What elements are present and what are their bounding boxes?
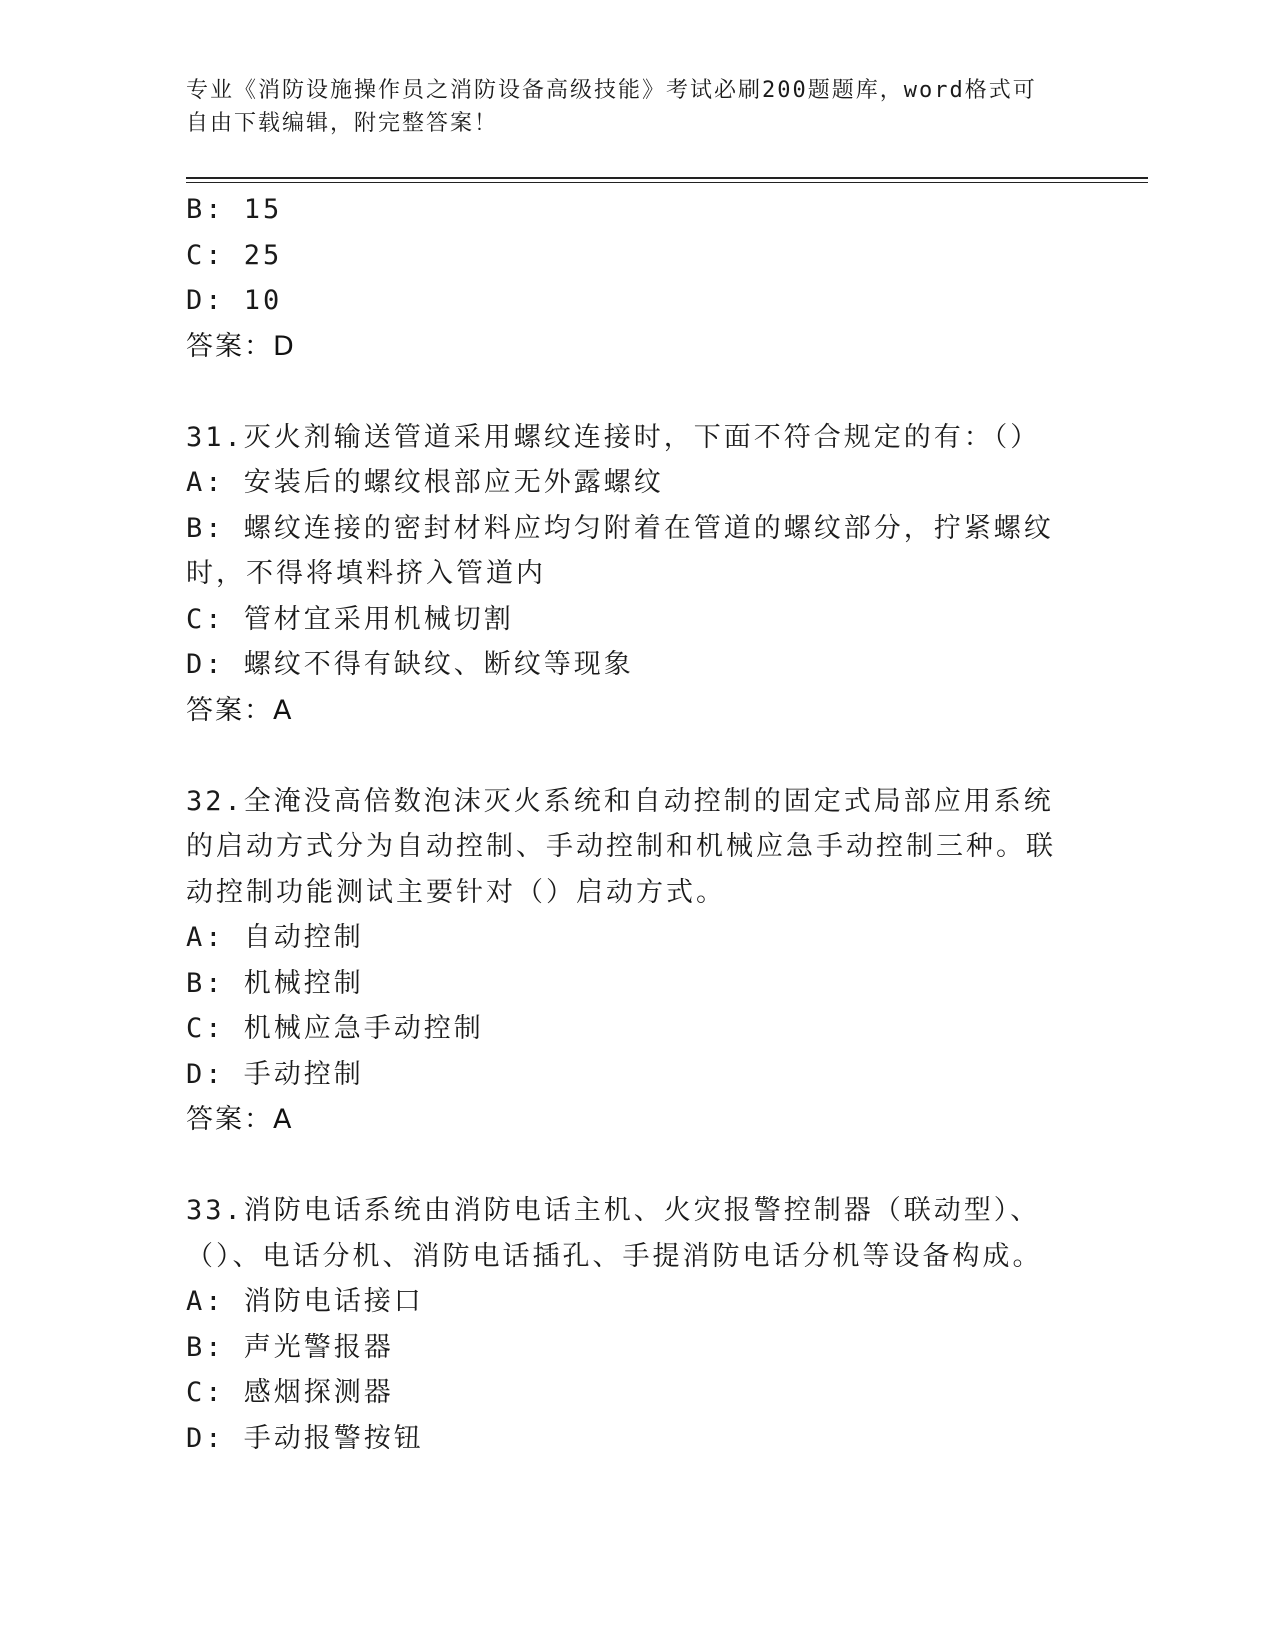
option-b: B: 15: [186, 194, 283, 225]
option-d: D: 10: [186, 285, 283, 316]
question-33: [186, 1188, 1076, 1461]
spacer: [186, 369, 1076, 415]
option-a: A: 消防电话接口: [186, 1286, 424, 1317]
answer-line: 答案：A: [186, 694, 294, 726]
question-stem: 33.消防电话系统由消防电话主机、火灾报警控制器（联动型）、（）、电话分机、消防电话插孔、手提消防电话分机等设备构成。: [186, 1195, 1043, 1272]
header-divider-thin: [186, 182, 1148, 183]
answer-line: 答案：A: [186, 1104, 294, 1135]
spacer: [186, 733, 1076, 779]
question-32: [186, 779, 1076, 1143]
option-b: B: 机械控制: [186, 967, 364, 999]
question-stem: 31.灭火剂输送管道采用螺纹连接时，下面不符合规定的有：（）: [186, 421, 1041, 453]
question-stem: 32.全淹没高倍数泡沫灭火系统和自动控制的固定式局部应用系统的启动方式分为自动控制、手动控制和机械应急手动控制三种。联动控制功能测试主要针对（）启动方式。: [186, 785, 1056, 908]
option-c: C: 感烟探测器: [186, 1377, 394, 1408]
option-c: C: 机械应急手动控制: [186, 1013, 484, 1044]
option-c: C: 25: [186, 239, 283, 271]
header-line-1: 专业《消防设施操作员之消防设备高级技能》考试必刷200题题库，word格式可: [186, 78, 1037, 103]
header-line-2: 自由下载编辑，附完整答案！: [186, 111, 499, 136]
option-d: D: 手动控制: [186, 1058, 364, 1090]
page-header: [186, 74, 1066, 140]
option-a: A: 自动控制: [186, 922, 364, 953]
option-b: B: 声光警报器: [186, 1331, 394, 1363]
option-d: D: 手动报警按钮: [186, 1422, 424, 1454]
answer-line: 答案：D: [186, 330, 296, 362]
header-divider-thick: [186, 177, 1148, 179]
question-31: [186, 415, 1076, 734]
option-b: B: 螺纹连接的密封材料应均匀附着在管道的螺纹部分，拧紧螺纹时，不得将填料挤入管道内: [186, 512, 1054, 589]
option-a: A: 安装后的螺纹根部应无外露螺纹: [186, 467, 664, 498]
question-30-continuation: [186, 187, 1076, 369]
option-c: C: 管材宜采用机械切割: [186, 603, 514, 635]
spacer: [186, 1143, 1076, 1189]
option-d: D: 螺纹不得有缺纹、断纹等现象: [186, 649, 634, 680]
question-list: [186, 187, 1076, 1461]
